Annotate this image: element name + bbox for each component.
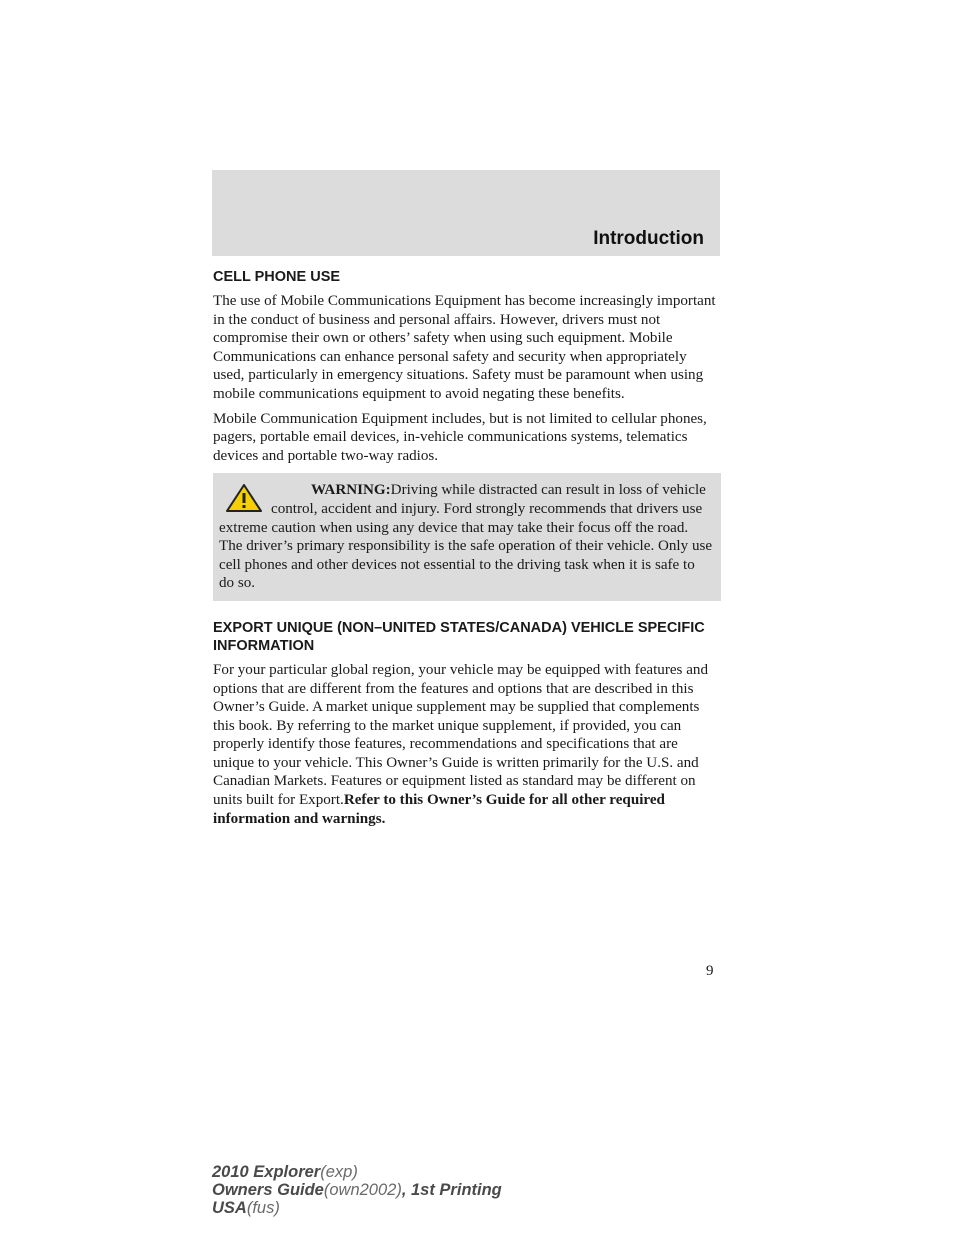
page-content [213, 268, 721, 834]
section-title: Introduction [593, 228, 704, 249]
footer-guide-code: (own2002) [323, 1181, 402, 1199]
page-number: 9 [706, 963, 714, 979]
header-band [212, 170, 720, 256]
cell-phone-paragraph-2: Mobile Communication Equipment includes, but is not limited to cellular phones, pagers, portable email devices, in-vehicle communications systems, telematics devices and portable two-way radios. [213, 410, 707, 464]
footer-line-3 [212, 1199, 502, 1217]
warning-box [213, 473, 721, 601]
cell-phone-paragraph-1: The use of Mobile Communications Equipment has become increasingly important in the conduct of business and personal affairs. However, drivers must not compromise their own or others’ safety when using such equipment. Mobile Communications can enhance personal safety and security when appropriately used, particularly in emergency situations. Safety must be paramount when using mobile communications equipment to avoid negating these benefits. [213, 293, 716, 402]
cell-phone-heading: CELL PHONE USE [213, 269, 341, 285]
export-paragraph-bold: Refer to this Owner’s Guide for all other required information and warnings. [213, 792, 665, 827]
footer-market: USA [212, 1199, 247, 1217]
footer-market-code: (fus) [246, 1199, 280, 1217]
export-paragraph-text: For your particular global region, your vehicle may be equipped with features and options that are different from the features and options that are described in this Owner’s Guide. A market unique supplement may be supplied that complements this book. By referring to the market unique supplement, if provided, you can properly identify those features, recommendations and specifications that are unique to your vehicle. This Owner’s Guide is written primarily for the U.S. and Canadian Markets. Features or equipment listed as standard may be different on units built for Export. [213, 661, 708, 809]
warning-text-block [219, 481, 713, 593]
export-paragraph [213, 661, 721, 828]
footer-line-2 [212, 1181, 502, 1199]
warning-label: WARNING: [311, 482, 391, 499]
footer-line-1 [212, 1163, 502, 1181]
export-heading: EXPORT UNIQUE (NON–UNITED STATES/CANADA) VEHICLE SPECIFIC INFORMATION [213, 619, 705, 654]
footer-printing: , 1st Printing [401, 1181, 502, 1199]
warning-triangle-icon [225, 483, 263, 513]
footer [212, 1163, 502, 1217]
footer-guide: Owners Guide [212, 1181, 324, 1199]
warning-text: Driving while distracted can result in loss of vehicle control, accident and injury. Ford strongly recommends that drivers use extreme caution when using any device that may take their focus off the road. The driver’s primary responsibility is the safe operation of their vehicle. Only use cell phones and other devices not essential to the driving task when it is safe to do so. [219, 482, 713, 592]
footer-model-code: (exp) [320, 1163, 358, 1181]
footer-model: 2010 Explorer [212, 1163, 321, 1181]
